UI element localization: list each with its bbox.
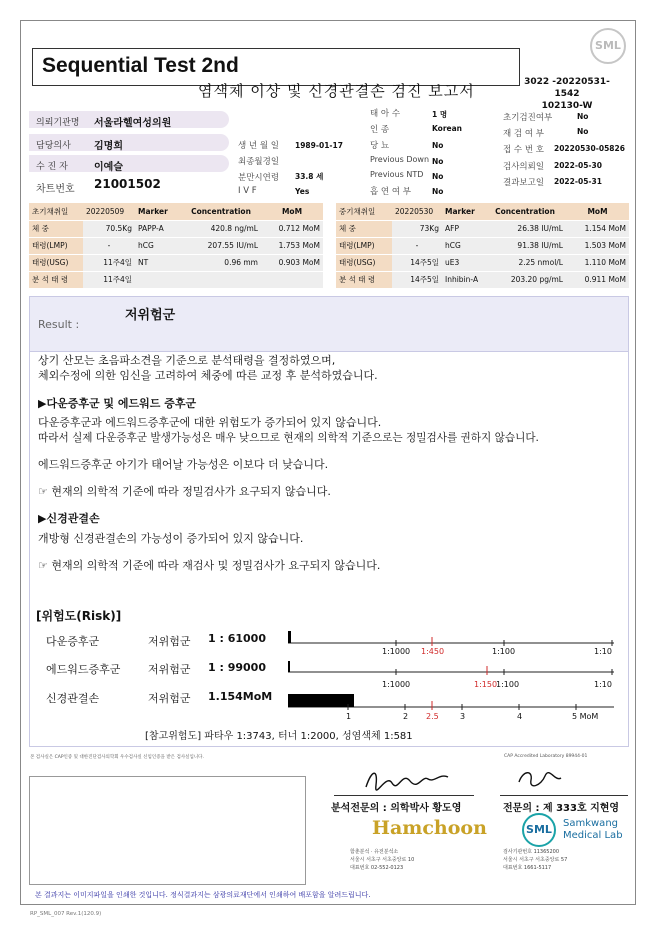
marker-name: hCG <box>135 237 181 254</box>
marker-conc: 203.20 pg/mL <box>484 271 566 288</box>
scale-label-cutoff: 1:450 <box>421 647 445 656</box>
header-mom: MoM <box>566 203 629 220</box>
specialist-title: 전문의 : 제 333호 지현영 <box>503 803 620 814</box>
ivf-value: Yes <box>295 187 310 196</box>
scale-label: 1:10 <box>594 680 612 689</box>
samkwang-name <box>563 818 623 842</box>
ntd-line1: 개방형 신경관결손의 가능성이 증가되어 있지 않습니다. <box>38 532 304 545</box>
header-marker: Marker <box>135 203 181 220</box>
scale-label-cutoff: 1:150 <box>474 680 498 689</box>
marker-conc: 91.38 IU/mL <box>484 237 566 254</box>
risk-name-down: 다운증후군 <box>46 635 100 648</box>
down-edwards-line1: 다운증후군과 에드워드증후군에 대한 위험도가 증가되어 있지 않습니다. <box>38 416 382 429</box>
result-para1: 상기 산모는 초음파소견을 기준으로 분석태령을 결정하였으며, <box>38 354 336 367</box>
form-code: RP_SML_007 Rev.1(120.9) <box>30 911 102 917</box>
cap-accredited: CAP Accredited Laboratory 89944-01 <box>504 754 588 759</box>
doctor-value: 김명희 <box>94 141 123 152</box>
institution-label: 의뢰기관명 <box>36 118 80 128</box>
left-address-line: 대표번호 02-552-0123 <box>350 865 404 871</box>
footer-note: 본 결과지는 이미지파일을 인쇄한 것입니다. 정식결과지는 삼광의료재단에서 인쇄하여 배포함을 알려드립니다. <box>35 891 371 899</box>
reported-label: 결과보고일 <box>503 178 545 188</box>
collect-value: 20220530 <box>392 203 442 220</box>
diabetes-value: No <box>432 141 444 150</box>
marker-conc: 2.25 nmol/L <box>484 254 566 271</box>
weight-value: 70.5Kg <box>83 220 135 237</box>
right-address-line: 검사기관번호 11365200 <box>503 849 560 855</box>
fetus-label: 태 아 수 <box>370 109 401 119</box>
usgga-value: 14주5일 <box>392 254 442 271</box>
reported-value: 2022-05-31 <box>554 177 602 186</box>
risk-marker-edwards <box>288 661 290 672</box>
risk-title: [위험도(Risk)] <box>36 609 122 623</box>
risk-level-down: 저위험군 <box>148 635 191 648</box>
prevntd-value: No <box>432 172 444 181</box>
examinee-label: 수 진 자 <box>36 162 68 172</box>
right-address-line: 서울시 서초구 서초중앙로 57 <box>503 857 568 863</box>
prevdown-label: Previous Down <box>370 155 430 164</box>
ntd-heading: ▶신경관결손 <box>38 512 100 525</box>
marker-mom: 1.753 MoM <box>261 237 323 254</box>
smoking-label: 흡 연 여 부 <box>370 187 411 197</box>
scale-label: 1:100 <box>492 647 516 656</box>
scale-label: 3 <box>460 712 466 721</box>
risk-value-edwards: 1 : 99000 <box>208 661 266 674</box>
header-mom: MoM <box>261 203 323 220</box>
analyst-title: 분석전문의 : 의학박사 황도영 <box>331 803 462 814</box>
right-address <box>503 848 567 872</box>
analysis-label: 분 석 태 령 <box>29 271 83 288</box>
prevdown-value: No <box>432 157 444 166</box>
signature-right <box>515 766 565 790</box>
result-para2: 체외수정에 의한 임신을 고려하여 체중에 따른 교정 후 분석하였습니다. <box>38 369 378 382</box>
analysis-value: 11주4일 <box>83 271 135 288</box>
report-number-line2: 102130-W <box>541 101 593 111</box>
marker-mom: 1.110 MoM <box>566 254 629 271</box>
sign-line-right <box>500 795 628 796</box>
scale-label: 1:1000 <box>382 647 411 656</box>
header-marker: Marker <box>442 203 484 220</box>
lmpga-value: - <box>83 237 135 254</box>
examinee-value: 이예슬 <box>94 162 123 173</box>
marker-conc: 207.55 IU/mL <box>181 237 261 254</box>
age-value: 33.8 세 <box>295 172 324 181</box>
scale-label: 4 <box>517 712 523 721</box>
prevntd-label: Previous NTD <box>370 170 424 179</box>
scale-label: 1:10 <box>594 647 612 656</box>
right-address-line: 대표번호 1661-5117 <box>503 865 552 871</box>
lmpga-label: 태령(LMP) <box>29 237 83 254</box>
usgga-value: 11주4일 <box>83 254 135 271</box>
weight-label: 체 중 <box>336 220 392 237</box>
risk-value-ntd: 1.154MoM <box>208 690 273 703</box>
collect-label: 중기채취일 <box>336 203 392 220</box>
scale-label-cutoff: 2.5 <box>426 712 439 721</box>
collect-label: 초기채취일 <box>29 203 83 220</box>
marker-name: Inhibin-A <box>442 271 484 288</box>
race-value: Korean <box>432 124 463 133</box>
risk-value-down: 1 : 61000 <box>208 632 266 645</box>
risk-level-ntd: 저위험군 <box>148 692 191 705</box>
left-address-line: 함춘분석 · 유전분석소 <box>350 849 399 855</box>
weight-label: 체 중 <box>29 220 83 237</box>
reference-risk: [참고위험도] 파타우 1:3743, 터너 1:2000, 성염색체 1:581 <box>145 731 413 742</box>
scale-label: 1 <box>346 712 352 721</box>
risk-name-ntd: 신경관결손 <box>46 692 100 705</box>
lmp-label: 최종월경일 <box>238 157 280 167</box>
report-title: Sequential Test 2nd <box>42 54 239 77</box>
analysis-label: 분 석 태 령 <box>336 271 392 288</box>
left-address <box>350 848 414 872</box>
diabetes-label: 당 뇨 <box>370 141 390 151</box>
scale-label: 2 <box>403 712 409 721</box>
receipt-label: 접 수 번 호 <box>503 145 544 155</box>
first-label: 초기검진여부 <box>503 113 553 123</box>
risk-marker-down <box>288 631 291 643</box>
down-edwards-line3: 에드워드증후군 아기가 태어날 가능성은 이보다 더 낮습니다. <box>38 458 329 471</box>
lmpga-value: - <box>392 237 442 254</box>
chart-label: 차트번호 <box>36 184 75 195</box>
marker-mom: 0.911 MoM <box>566 271 629 288</box>
first-value: No <box>577 112 589 121</box>
result-value: 저위험군 <box>125 308 176 323</box>
down-edwards-line2: 따라서 실제 다운증후군 발생가능성은 매우 낮으므로 현재의 의학적 기준으로는 정밀검사를 권하지 않습니다. <box>38 432 539 444</box>
chart-value: 21001502 <box>94 177 161 191</box>
header-concentration: Concentration <box>484 203 566 220</box>
left-address-line: 서울시 서초구 서초중앙로 10 <box>350 857 415 863</box>
marker-mom: 1.503 MoM <box>566 237 629 254</box>
down-edwards-line4: ☞ 현재의 의학적 기준에 따라 정밀검사가 요구되지 않습니다. <box>38 485 331 498</box>
risk-name-edwards: 에드워드증후군 <box>46 663 121 676</box>
birth-label: 생 년 월 일 <box>238 141 279 151</box>
scale-label: 1:100 <box>496 680 520 689</box>
report-subtitle: 염색체 이상 및 신경관결손 검진 보고서 <box>198 82 475 100</box>
usgga-label: 태령(USG) <box>336 254 392 271</box>
race-label: 인 종 <box>370 125 390 135</box>
samkwang-line: Medical Lab <box>563 830 623 841</box>
doctor-label: 담당의사 <box>36 141 71 151</box>
result-label: Result : <box>38 318 80 331</box>
marker-mom: 0.712 MoM <box>261 220 323 237</box>
signature-left <box>362 765 452 795</box>
ntd-line2: ☞ 현재의 의학적 기준에 따라 재검사 및 정밀검사가 요구되지 않습니다. <box>38 559 381 572</box>
memo-box <box>29 776 306 885</box>
risk-level-edwards: 저위험군 <box>148 663 191 676</box>
marker-mom: 0.903 MoM <box>261 254 323 271</box>
usgga-label: 태령(USG) <box>29 254 83 271</box>
receipt-value: 20220530-05826 <box>554 144 625 153</box>
risk-bar-ntd <box>288 694 354 707</box>
sign-line-left <box>334 795 474 796</box>
hamchoon-logo: Hamchoon <box>372 817 487 839</box>
ivf-label: I V F <box>238 186 257 196</box>
institution-value: 서울라헬여성의원 <box>94 118 172 129</box>
cap-note: 본 검사실은 CAP인증 및 대한진단검사의학회 우수검사실 신임인증을 받은 검사실입니다. <box>30 755 204 760</box>
analysis-value: 14주5일 <box>392 271 442 288</box>
collect-value: 20220509 <box>83 203 135 220</box>
lmpga-label: 태령(LMP) <box>336 237 392 254</box>
sml-logo: SML <box>590 28 626 64</box>
requested-value: 2022-05-30 <box>554 161 602 170</box>
birth-value: 1989-01-17 <box>295 141 343 150</box>
sml-medical-logo: SML <box>522 813 556 847</box>
retest-value: No <box>577 127 589 136</box>
marker-name: uE3 <box>442 254 484 271</box>
fetus-value: 1 명 <box>432 110 448 119</box>
age-label: 분만시연령 <box>238 173 280 183</box>
down-edwards-heading: ▶다운증후군 및 에드워드 증후군 <box>38 397 197 410</box>
marker-name: hCG <box>442 237 484 254</box>
requested-label: 검사의뢰일 <box>503 162 545 172</box>
report-number-line1: 3022 -20220531-1542 <box>524 77 610 99</box>
marker-conc: 0.96 mm <box>181 254 261 271</box>
weight-value: 73Kg <box>392 220 442 237</box>
marker-name: AFP <box>442 220 484 237</box>
marker-conc: 26.38 IU/mL <box>484 220 566 237</box>
retest-label: 재 검 여 부 <box>503 129 544 139</box>
scale-label: 5 MoM <box>572 712 599 721</box>
scale-label: 1:1000 <box>382 680 411 689</box>
marker-name: PAPP-A <box>135 220 181 237</box>
marker-name: NT <box>135 254 181 271</box>
marker-mom: 1.154 MoM <box>566 220 629 237</box>
smoking-value: No <box>432 187 444 196</box>
samkwang-line: Samkwang <box>563 818 618 829</box>
marker-conc: 420.8 ng/mL <box>181 220 261 237</box>
header-concentration: Concentration <box>181 203 261 220</box>
